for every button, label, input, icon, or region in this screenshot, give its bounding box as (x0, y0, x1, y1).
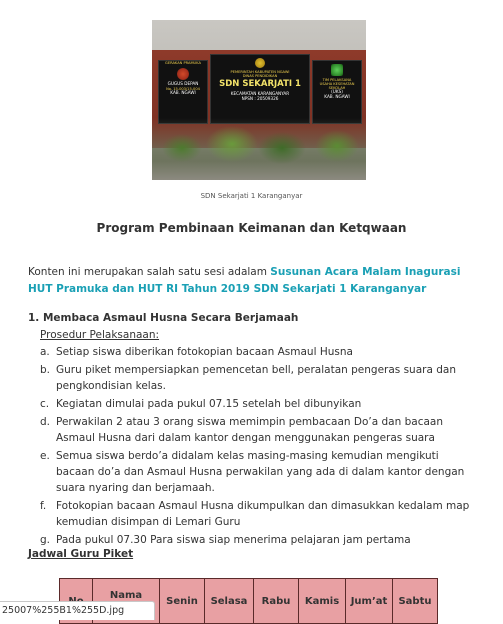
step-text: Fotokopian bacaan Asmaul Husna dikumpulkan dan dimasukkan kedalam map kemudian disimpan di Lemari Guru (56, 500, 470, 528)
scout-board-line: KAB. NGAWI (170, 90, 196, 96)
school-board-line: NPSN : 20509326 (241, 95, 279, 101)
uks-emblem-icon (331, 64, 343, 76)
procedure-step (40, 414, 480, 446)
photo-caption: SDN Sekarjati 1 Karanganyar (200, 192, 303, 200)
procedure-step (40, 448, 480, 496)
procedure-step (40, 532, 480, 548)
school-board-line: DINAS PENDIDIKAN (242, 74, 278, 79)
event-schedule-link[interactable]: Susunan Acara Malam Inagurasi HUT Pramuka dan HUT RI Tahun 2019 SDN Sekarjati 1 Karanganyar (28, 266, 461, 295)
schedule-title: Jadwal Guru Piket (28, 548, 134, 560)
step-text: Semua siswa berdo’a didalam kelas masing-masing kemudian mengikuti bacaan do’a dan Asmaul Husna perwakilan yang ada di dalam kantor dengan suara nyaring dan berjamaah. (56, 450, 465, 494)
scout-board-line: GUGUS DEPAN (167, 81, 199, 87)
item-heading: 1. Membaca Asmaul Husna Secara Berjamaah (28, 312, 299, 324)
step-letter: d. (40, 416, 51, 428)
step-text: Setiap siswa diberikan fotokopian bacaan Asmaul Husna (56, 346, 353, 358)
procedure-step (40, 498, 480, 530)
scout-board (158, 60, 208, 124)
step-text: Perwakilan 2 atau 3 orang siswa memimpin pembacaan Do’a dan bacaan Asmaul Husna dari dalam kantor dengan menggunakan pengeras suara (56, 416, 443, 444)
scout-board-line: GERAKAN PRAMUKA (165, 61, 201, 65)
school-board-name: SDN SEKARJATI 1 (219, 79, 301, 90)
step-letter: a. (40, 346, 50, 358)
column-header-saturday: Sabtu (393, 579, 438, 624)
procedure-step (40, 396, 480, 412)
school-board-line: KECAMATAN KARANGANYAR (230, 91, 290, 97)
scout-emblem-icon (177, 68, 189, 80)
step-text: Guru piket mempersiapkan pemencetan bell, peralatan pengeras suara dan pengkondisian kelas. (56, 364, 456, 392)
school-sign-photo (152, 20, 366, 180)
column-header-thursday: Kamis (299, 579, 346, 624)
column-header-teacher: Nama (93, 579, 160, 624)
school-board-line: PEMERINTAH KABUPATEN NGAWI (230, 70, 290, 74)
procedure-step (40, 344, 480, 360)
column-header-tuesday: Selasa (205, 579, 254, 624)
section-title: Program Pembinaan Keimanan dan Ketqwaan (96, 221, 407, 235)
uks-board-line: USAHA KESEHATAN SEKOLAH (319, 82, 355, 91)
uks-board-line: TIM PELAKSANA (322, 78, 352, 82)
step-text: Pada pukul 07.30 Para siswa siap menerima pelajaran jam pertama (56, 534, 411, 546)
uks-board-line: KAB. NGAWI (324, 94, 350, 100)
step-letter: f. (40, 500, 47, 512)
photo-plants (152, 118, 366, 180)
column-header-friday: Jum’at (346, 579, 393, 624)
procedure-step (40, 362, 480, 394)
uks-board (312, 60, 362, 124)
school-name-board (210, 54, 310, 124)
uks-board-line: (UKS) (331, 89, 343, 95)
step-letter: c. (40, 398, 50, 410)
column-header-wednesday: Rabu (254, 579, 299, 624)
step-letter: g. (40, 534, 51, 546)
intro-text: Konten ini merupakan salah satu sesi adalam (28, 266, 271, 278)
intro-paragraph (28, 264, 478, 298)
step-letter: b. (40, 364, 51, 376)
procedure-label: Prosedur Pelaksanaan: (40, 329, 160, 341)
link-status-bar: 25007%255B1%255D.jpg (0, 601, 155, 620)
step-text: Kegiatan dimulai pada pukul 07.15 setelah bel dibunyikan (56, 398, 362, 410)
scout-board-line: No. 15-003/15-004 (166, 86, 200, 91)
regency-emblem-icon (255, 58, 265, 68)
column-header-monday: Senin (160, 579, 205, 624)
procedure-steps (40, 344, 480, 550)
step-letter: e. (40, 450, 50, 462)
